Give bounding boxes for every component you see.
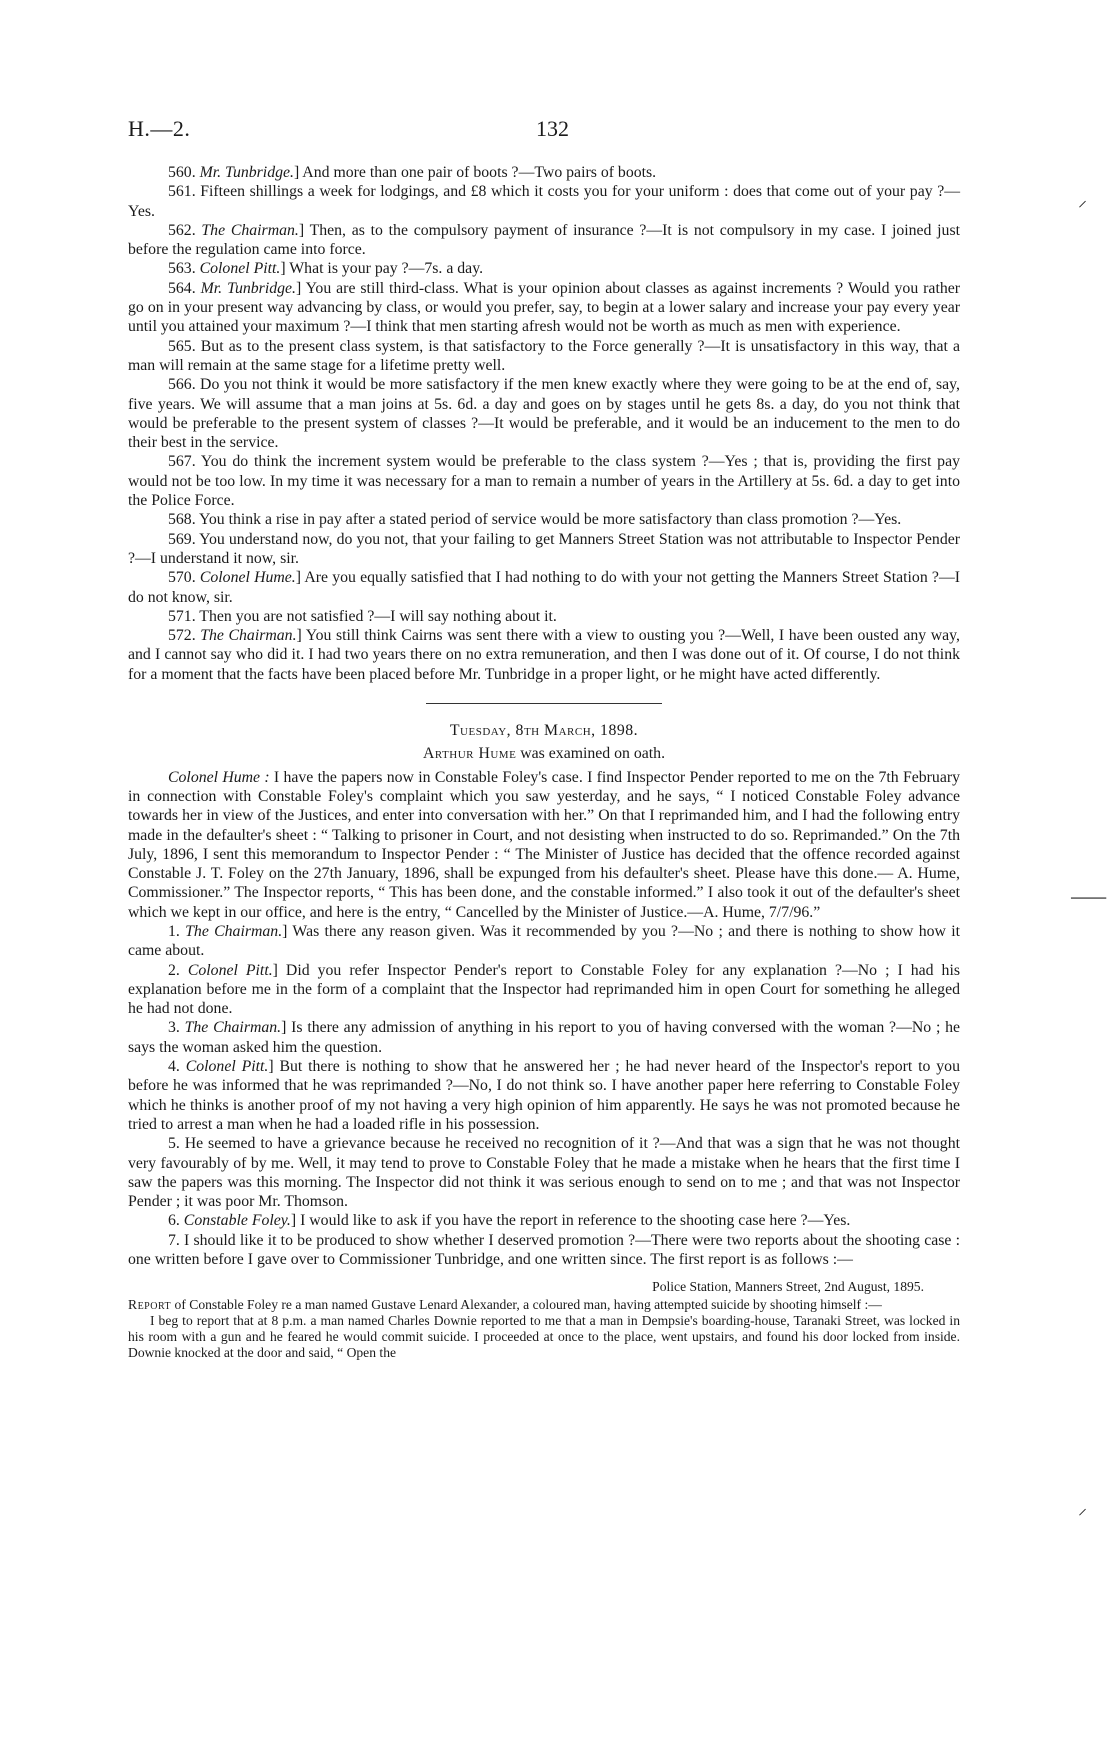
speaker-name: Colonel Hume.: [199, 569, 296, 587]
evidence-paragraph: [128, 1134, 960, 1211]
evidence-paragraph: [128, 1211, 960, 1230]
evidence-paragraph: [128, 530, 960, 569]
evidence-paragraph: [128, 1018, 960, 1057]
evidence-bottom: [128, 768, 960, 1270]
evidence-paragraph: [128, 182, 960, 221]
evidence-paragraph: [128, 607, 960, 626]
margin-mark: ⸝: [1078, 1498, 1087, 1519]
speaker-name: Colonel Pitt.: [199, 260, 281, 278]
margin-mark: ⸝: [1078, 190, 1087, 211]
speaker-name: Mr. Tunbridge.: [200, 279, 296, 297]
paragraph-text: 565. But as to the present class system, is that satisfactory to the Force generally ?—It is unsatisfactory in this way, that a man will remain at the same stage for a lifetime pretty well.: [128, 337, 960, 374]
evidence-paragraph: [128, 221, 960, 260]
evidence-top: [128, 163, 960, 684]
paragraph-text: 568. You think a rise in pay after a stated period of service would be more satisfactory than class promotion ?—Yes.: [168, 511, 902, 529]
question-number: 1.: [168, 922, 186, 940]
evidence-paragraph: [128, 510, 960, 529]
section-code: H.—2.: [128, 116, 191, 141]
evidence-paragraph: [128, 163, 960, 182]
paragraph-text: ] You are still third-class. What is your opinion about classes as against increments ? Would you rather go on in your present way advancing by class, or would you prefer, say, to begin at a lower salary and increase your pay every year until you attained your maximum ?—I think that men starting afresh would not be worth as much as men with experience.: [128, 279, 961, 336]
paragraph-text: 567. You do think the increment system would be preferable to the class system ?—Yes ; that is, providing the first pay would not be too low. In my time it was necessary for a man to remain a number of years in the Artillery at 5s. 6d. a day to get into the Police Force.: [128, 453, 960, 510]
paragraph-text: ] Then, as to the compulsory payment of insurance ?—It is not compulsory in my case. I joined just before the regulation came into force.: [128, 221, 960, 259]
paragraph-text: 569. You understand now, do you not, that your failing to get Manners Street Station was not attributable to Inspector Pender ?—I understand it now, sir.: [128, 530, 960, 567]
witness-heading-rest: was examined on oath.: [516, 745, 666, 763]
paragraph-text: 5. He seemed to have a grievance because he received no recognition of it ?—And that was a sign that he was not thought very favourably of by me. Well, it may tend to prove to Constable Foley that he made a mistake when he hears that the first time I saw the papers was this morning. The Inspector did not think it was serious enough to send on to me ; and that was not Inspector Pender ; it was poor Mr. Thomson.: [128, 1135, 960, 1211]
question-number: 564.: [168, 279, 201, 297]
question-number: 3.: [168, 1019, 185, 1037]
paragraph-text: 571. Then you are not satisfied ?—I will say nothing about it.: [168, 607, 557, 625]
witness-heading: [128, 744, 960, 763]
speaker-name: The Chairman.: [184, 1019, 282, 1037]
paragraph-text: 566. Do you not think it would be more satisfactory if the men knew exactly where they were going to be at the end of, say, five years. We will assume that a man joins at 5s. 6d. a day and goes on by stages until he gets 8s. a day, do you not think that would be preferable to the present system of classes ?—It would be preferable, and it would be an inducement to the men to do their best in the service.: [128, 376, 960, 452]
question-number: 6.: [168, 1212, 184, 1230]
paragraph-text: I have the papers now in Constable Foley's case. I find Inspector Pender reported to me on the 7th February in connection with Constable Foley's complaint which you saw yesterday, and he says, “ I noticed Constable Foley advance towards her in view of the Justices, and enter into conversation with her.” On that I reprimanded him, and I had the following entry made in the defaulter's sheet : “ Talking to prisoner in Court, and not desisting when instructed to do so. Reprimanded.” On the 7th July, 1896, I sent this memorandum to Inspector Pender : “ The Minister of Justice has decided that the offence recorded against Constable J. T. Foley on the 27th January, 1896, shall be expunged from his defaulter's sheet. Please have this done.— A. Hume, Commissioner.” The Inspector reports, “ This has been done, and the constable informed.” I also took it out of the defaulter's sheet which we kept in our office, and here is the entry, “ Cancelled by the Minister of Justice.—A. Hume, 7/7/96.”: [128, 768, 960, 921]
margin-mark: ⸺: [1070, 885, 1108, 910]
speaker-name: The Chairman.: [201, 221, 299, 239]
speaker-name: Colonel Pitt.: [185, 1058, 269, 1076]
evidence-paragraph: [128, 922, 960, 961]
question-number: 570.: [168, 569, 200, 587]
question-number: 563.: [168, 260, 200, 278]
evidence-paragraph: [128, 279, 960, 337]
report-heading: [128, 1297, 960, 1313]
speaker-name: The Chairman.: [185, 922, 283, 940]
section-divider: [426, 703, 662, 704]
evidence-paragraph: [128, 961, 960, 1019]
report-dateline: Police Station, Manners Street, 2nd August, 1895.: [652, 1279, 924, 1295]
paragraph-text: 7. I should like it to be produced to show whether I deserved promotion ?—There were two reports about the shooting case : one written before I gave over to Commissioner Tunbridge, and one written since. The first report is as follows :—: [128, 1231, 960, 1269]
report-block: [128, 1279, 960, 1361]
question-number: 562.: [168, 221, 202, 239]
evidence-paragraph: [128, 626, 960, 684]
paragraph-text: ] Did you refer Inspector Pender's report to Constable Foley for any explanation ?—No ; I had his explanation before me in the form of a complaint that the Inspector had reprimanded him in open Court for something he alleged he had not done.: [128, 961, 960, 1018]
page-number: 132: [536, 116, 569, 141]
evidence-paragraph: [128, 337, 960, 376]
speaker-name: Colonel Pitt.: [187, 961, 273, 979]
paragraph-text: ] But there is nothing to show that he answered her ; he had never heard of the Inspector's report to you before he was informed that he was reprimanded ?—No, I do not think so. I have another paper here referring to Constable Foley which he thinks is another proof of my not having a very high opinion of him apparently. He says he was not promoted because he tried to arrest a man when he had a loaded rifle in his possession.: [128, 1058, 960, 1133]
page-header: [128, 116, 968, 146]
paragraph-text: 561. Fifteen shillings a week for lodgings, and £8 which it costs you for your uniform : does that come out of your pay ?—Yes.: [128, 183, 960, 220]
evidence-paragraph: [128, 452, 960, 510]
paragraph-text: ] And more than one pair of boots ?—Two pairs of boots.: [293, 164, 657, 181]
evidence-paragraph: [128, 768, 960, 922]
speaker-name: Colonel Hume :: [168, 768, 270, 786]
paragraph-text: ] I would like to ask if you have the report in reference to the shooting case here ?—Yes.: [290, 1212, 851, 1230]
paragraph-text: ] Is there any admission of anything in his report to you of having conversed with the woman ?—No ; he says the woman asked him the question.: [128, 1019, 961, 1056]
paragraph-text: ] Are you equally satisfied that I had nothing to do with your not getting the Manners Street Station ?—I do not know, sir.: [128, 569, 960, 606]
evidence-paragraph: [128, 259, 960, 278]
paragraph-text: ] What is your pay ?—7s. a day.: [280, 260, 484, 278]
report-body: I beg to report that at 8 p.m. a man named Charles Downie reported to me that a man in Dempsie's boarding-house, Taranaki Street, was locked in his room with a gun and he feared he would commit suicide. I proceeded at once to the place, went upstairs, and found his door locked from inside. Downie knocked at the door and said, “ Open the: [128, 1313, 960, 1361]
question-number: 4.: [168, 1058, 186, 1076]
speaker-name: Constable Foley.: [183, 1212, 291, 1230]
evidence-paragraph: [128, 375, 960, 452]
question-number: 560.: [168, 164, 200, 181]
question-number: 572.: [168, 627, 201, 645]
evidence-paragraph: [128, 1231, 960, 1270]
speaker-name: The Chairman.: [200, 627, 297, 645]
page-body: [128, 163, 960, 1361]
date-heading: Tuesday, 8th March, 1898.: [449, 722, 639, 740]
report-heading-lead: Report: [128, 1297, 172, 1313]
evidence-paragraph: [128, 1057, 960, 1134]
speaker-name: Mr. Tunbridge.: [199, 164, 294, 181]
paragraph-text: ] You still think Cairns was sent there with a view to ousting you ?—Well, I have been ousted any way, and I cannot say who did it. I had two years there on no extra remuneration, and then I was done out of it. Of course, I do not think for a moment that the facts have been placed before Mr. Tunbridge in a proper light, or he might have acted differently.: [128, 627, 960, 683]
evidence-paragraph: [128, 568, 960, 607]
question-number: 2.: [168, 961, 188, 979]
witness-name: Arthur Hume: [422, 745, 517, 763]
report-heading-text: of Constable Foley re a man named Gustave Lenard Alexander, a coloured man, having attempted suicide by shooting himself :—: [171, 1297, 882, 1313]
paragraph-text: ] Was there any reason given. Was it recommended by you ?—No ; and there is nothing to show how it came about.: [128, 922, 960, 960]
